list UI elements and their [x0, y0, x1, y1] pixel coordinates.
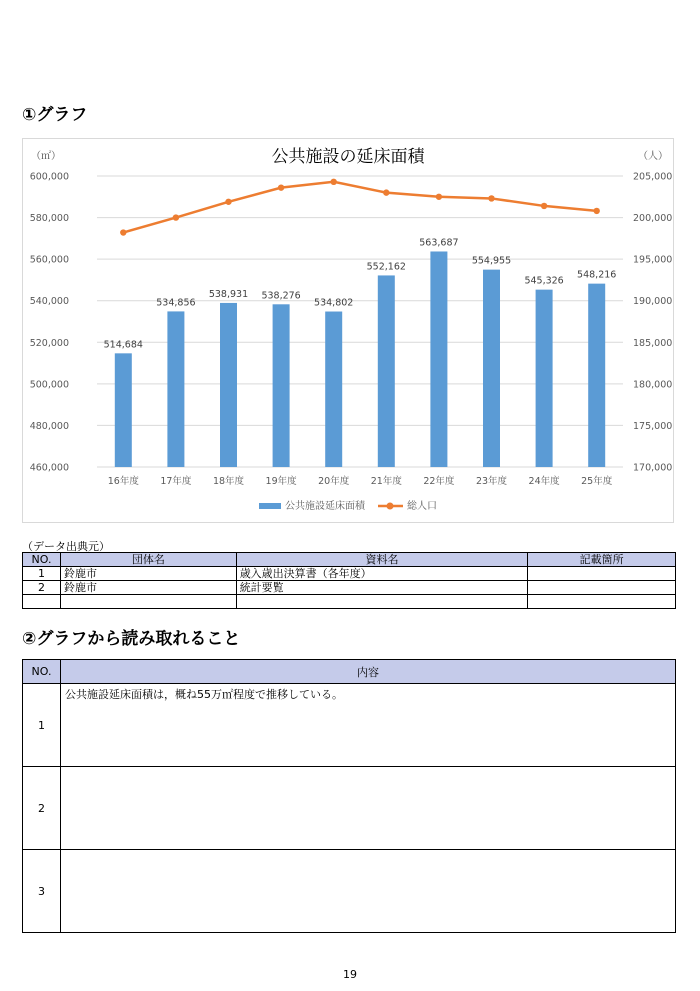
y-left-tick-label: 520,000 — [29, 337, 69, 349]
cell-location — [528, 567, 676, 581]
x-tick-label: 17年度 — [160, 476, 192, 487]
line-point — [594, 208, 600, 214]
bar — [588, 284, 605, 467]
cell-location — [528, 595, 676, 609]
bar — [167, 311, 184, 467]
table-row — [23, 684, 676, 767]
x-tick-label: 20年度 — [318, 476, 350, 487]
legend-swatch-marker — [387, 503, 394, 510]
cell-document: 歳入歳出決算書（各年度） — [236, 567, 528, 581]
cell-no — [23, 595, 61, 609]
x-tick-label: 24年度 — [528, 476, 560, 487]
legend-label-line: 総人口 — [407, 501, 437, 512]
line-point — [278, 184, 284, 190]
bar — [220, 303, 237, 467]
cell-document: 統計要覧 — [236, 581, 528, 595]
y-right-tick-label: 205,000 — [633, 171, 673, 183]
line-point — [383, 189, 389, 195]
y-left-tick-label: 580,000 — [29, 213, 69, 225]
y-left-tick-label: 460,000 — [29, 462, 69, 474]
x-tick-label: 18年度 — [212, 476, 245, 487]
bar — [378, 275, 395, 467]
source-table — [22, 552, 676, 609]
y-right-unit-label: （人） — [638, 151, 668, 162]
y-right-tick-label: 190,000 — [633, 296, 673, 308]
section-title-graph: ①グラフ — [22, 105, 88, 125]
cell-no: 1 — [23, 567, 61, 581]
table-row — [23, 595, 676, 609]
bar-data-label: 538,276 — [261, 290, 301, 302]
cell-content[interactable] — [61, 850, 676, 933]
section-title-reading: ②グラフから読み取れること — [22, 629, 241, 649]
source-caption: （データ出典元） — [22, 540, 110, 553]
line-point — [331, 179, 337, 185]
x-tick-label: 21年度 — [370, 476, 402, 487]
y-left-tick-label: 600,000 — [29, 171, 69, 183]
bar-data-label: 534,856 — [156, 297, 196, 309]
y-right-tick-label: 185,000 — [633, 337, 673, 349]
y-right-axis — [633, 172, 672, 474]
header-document: 資料名 — [236, 553, 528, 567]
table-row — [23, 850, 676, 933]
line-series — [120, 179, 600, 236]
y-right-tick-label: 195,000 — [633, 254, 673, 266]
reading-table — [22, 659, 676, 933]
line-point — [120, 229, 126, 235]
cell-organization — [60, 595, 236, 609]
y-left-tick-label: 540,000 — [29, 296, 69, 308]
line-point — [436, 194, 442, 200]
bar — [536, 290, 553, 467]
chart-panel — [22, 138, 674, 523]
bar — [273, 304, 290, 467]
reading-table-header — [23, 660, 676, 684]
bar — [115, 353, 132, 467]
cell-organization: 鈴鹿市 — [60, 567, 236, 581]
line-point — [225, 199, 231, 205]
line-point — [541, 203, 547, 209]
y-right-tick-label: 170,000 — [633, 462, 673, 474]
bar — [483, 270, 500, 467]
header-organization: 団体名 — [60, 553, 236, 567]
cell-no: 3 — [23, 850, 61, 933]
line-point — [173, 214, 179, 220]
x-axis — [108, 475, 613, 487]
y-right-tick-label: 200,000 — [633, 213, 673, 225]
source-table-header — [23, 553, 676, 567]
cell-no: 1 — [23, 684, 61, 767]
cell-document — [236, 595, 528, 609]
bar — [325, 312, 342, 467]
bar-data-label: 554,955 — [471, 255, 512, 267]
x-tick-label: 19年度 — [265, 476, 297, 487]
cell-organization: 鈴鹿市 — [60, 581, 236, 595]
cell-no: 2 — [23, 767, 61, 850]
x-tick-label: 25年度 — [581, 476, 613, 487]
bar — [430, 251, 447, 467]
header-content: 内容 — [61, 660, 676, 684]
legend-swatch-bar — [259, 503, 281, 509]
y-right-tick-label: 180,000 — [633, 379, 673, 391]
chart-legend — [259, 499, 437, 512]
cell-no: 2 — [23, 581, 61, 595]
header-no: NO. — [23, 660, 61, 684]
y-left-axis — [30, 172, 69, 474]
bar-data-label: 552,162 — [366, 261, 406, 273]
bar-data-label: 548,216 — [577, 269, 617, 281]
bar-data-label: 545,326 — [524, 275, 564, 287]
chart-title: 公共施設の延床面積 — [271, 147, 425, 167]
bar-data-label: 534,802 — [314, 297, 354, 309]
x-tick-label: 23年度 — [475, 476, 508, 487]
bar-data-label: 563,687 — [419, 237, 459, 249]
cell-location — [528, 581, 676, 595]
y-left-tick-label: 560,000 — [29, 254, 69, 266]
population-line — [123, 182, 596, 233]
table-row — [23, 767, 676, 850]
x-tick-label: 22年度 — [423, 476, 455, 487]
bar-data-label: 514,684 — [103, 339, 143, 351]
line-point — [488, 195, 494, 201]
bar-data-label: 538,931 — [208, 288, 249, 300]
header-location: 記載箇所 — [528, 553, 676, 567]
cell-content[interactable]: 公共施設延床面積は，概ね55万㎡程度で推移している。 — [61, 684, 676, 767]
header-no: NO. — [23, 553, 61, 567]
table-row — [23, 581, 676, 595]
cell-content[interactable] — [61, 767, 676, 850]
table-row — [23, 567, 676, 581]
combo-chart — [23, 139, 673, 522]
y-left-unit-label: （㎡） — [31, 151, 61, 162]
page-number: 19 — [343, 968, 357, 981]
y-right-tick-label: 175,000 — [633, 420, 673, 432]
legend-label-bar: 公共施設延床面積 — [285, 501, 365, 512]
y-left-tick-label: 500,000 — [29, 379, 69, 391]
y-left-tick-label: 480,000 — [29, 420, 69, 432]
x-tick-label: 16年度 — [107, 476, 139, 487]
